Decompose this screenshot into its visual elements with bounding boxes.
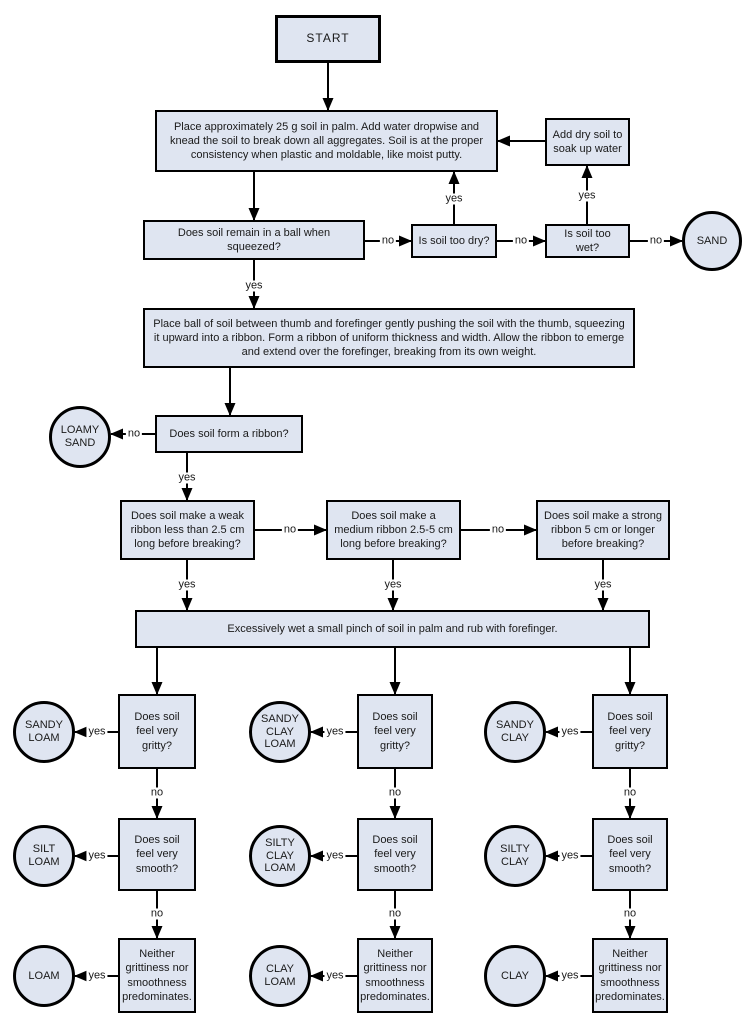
label-yes-smooth1: yes: [88, 849, 106, 862]
label-yes-gritty2: yes: [326, 725, 344, 738]
terminal-clay: CLAY: [484, 945, 546, 1007]
decision-ball-when-squeezed: Does soil remain in a ball when squeezed?: [143, 220, 365, 260]
decision-smooth-col1: Does soil feel very smooth?: [118, 818, 196, 891]
decision-smooth-col2: Does soil feel very smooth?: [357, 818, 433, 891]
terminal-silty-clay-loam: SILTY CLAY LOAM: [249, 825, 311, 887]
label-yes-neither1: yes: [88, 969, 106, 982]
label-yes-formsribbon: yes: [178, 471, 196, 484]
node-wet-pinch-instructions: Excessively wet a small pinch of soil in palm and rub with forefinger.: [135, 610, 650, 648]
terminal-silty-clay: SILTY CLAY: [484, 825, 546, 887]
label-yes-gritty3: yes: [561, 725, 579, 738]
label-no-smooth3: no: [623, 907, 637, 920]
node-prep-instructions: Place approximately 25 g soil in palm. Add water dropwise and knead the soil to break down all aggregates. Soil is at the proper consistency when plastic and moldable, like moist putty.: [155, 110, 498, 172]
node-ribbon-instructions: Place ball of soil between thumb and forefinger gently pushing the soil with the thumb, squeezing it upward into a ribbon. Form a ribbon of uniform thickness and width. Allow the ribbon to emerge and extend over the forefinger, breaking from its own weight.: [143, 308, 635, 368]
terminal-loam: LOAM: [13, 945, 75, 1007]
decision-soil-too-dry: Is soil too dry?: [411, 224, 497, 258]
label-no-toowet: no: [649, 234, 663, 247]
decision-neither-col1: Neither grittiness nor smoothness predominates.: [118, 938, 196, 1013]
label-no-weak: no: [283, 523, 297, 536]
terminal-sand: SAND: [682, 211, 742, 271]
label-yes-neither2: yes: [326, 969, 344, 982]
decision-smooth-col3: Does soil feel very smooth?: [592, 818, 668, 891]
label-yes-smooth2: yes: [326, 849, 344, 862]
node-add-dry-soil: Add dry soil to soak up water: [545, 118, 630, 166]
terminal-sandy-clay: SANDY CLAY: [484, 701, 546, 763]
terminal-loamy-sand: LOAMY SAND: [49, 406, 111, 468]
label-no-gritty1: no: [150, 786, 164, 799]
decision-strong-ribbon: Does soil make a strong ribbon 5 cm or longer before breaking?: [536, 500, 670, 560]
label-no-gritty3: no: [623, 786, 637, 799]
label-no-gritty2: no: [388, 786, 402, 799]
decision-weak-ribbon: Does soil make a weak ribbon less than 2.5 cm long before breaking?: [120, 500, 255, 560]
decision-forms-ribbon: Does soil form a ribbon?: [155, 415, 303, 453]
node-start: START: [275, 15, 381, 63]
label-yes-smooth3: yes: [561, 849, 579, 862]
label-no-smooth1: no: [150, 907, 164, 920]
decision-gritty-col1: Does soil feel very gritty?: [118, 694, 196, 769]
label-no-toodry: no: [514, 234, 528, 247]
terminal-sandy-loam: SANDY LOAM: [13, 701, 75, 763]
decision-medium-ribbon: Does soil make a medium ribbon 2.5-5 cm long before breaking?: [326, 500, 461, 560]
label-yes-medium: yes: [384, 578, 402, 591]
label-no-formsribbon: no: [127, 427, 141, 440]
label-yes-ball: yes: [245, 279, 263, 292]
label-yes-gritty1: yes: [88, 725, 106, 738]
label-yes-toodry: yes: [445, 192, 463, 205]
label-yes-weak: yes: [178, 578, 196, 591]
decision-gritty-col3: Does soil feel very gritty?: [592, 694, 668, 769]
decision-soil-too-wet: Is soil too wet?: [545, 224, 630, 258]
label-no-medium: no: [491, 523, 505, 536]
label-no-smooth2: no: [388, 907, 402, 920]
terminal-clay-loam: CLAY LOAM: [249, 945, 311, 1007]
terminal-silt-loam: SILT LOAM: [13, 825, 75, 887]
decision-neither-col2: Neither grittiness nor smoothness predominates.: [357, 938, 433, 1013]
decision-neither-col3: Neither grittiness nor smoothness predominates.: [592, 938, 668, 1013]
terminal-sandy-clay-loam: SANDY CLAY LOAM: [249, 701, 311, 763]
label-yes-neither3: yes: [561, 969, 579, 982]
label-no-ball: no: [381, 234, 395, 247]
label-yes-strong: yes: [594, 578, 612, 591]
label-yes-toowet: yes: [578, 189, 596, 202]
decision-gritty-col2: Does soil feel very gritty?: [357, 694, 433, 769]
